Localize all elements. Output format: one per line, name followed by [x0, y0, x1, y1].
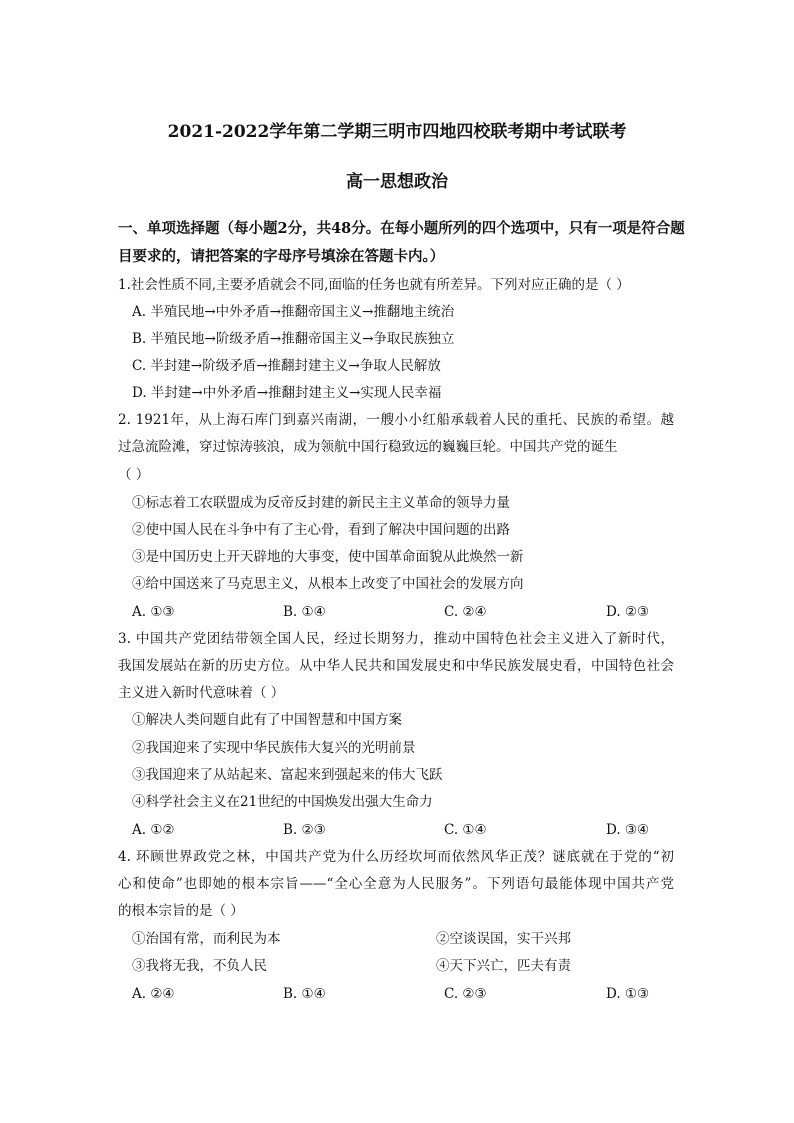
q3-choice-d: D. ③④ — [606, 822, 650, 838]
q4-choice-b: B. ①④ — [283, 986, 326, 1002]
q3-item-2: ②我国迎来了实现中华民族伟大复兴的光明前景 — [132, 740, 416, 756]
q4-item-1: ①治国有常，而利民为本 — [132, 931, 281, 947]
q2-item-3: ③是中国历史上开天辟地的大事变，使中国革命面貌从此焕然一新 — [132, 549, 524, 565]
q3-stem-line1: 3. 中国共产党团结带领全国人民，经过长期努力，推动中国特色社会主义进入了新时代， — [118, 631, 674, 647]
section-heading-line1: 一、单项选择题（每小题2分，共48分。在每小题所列的四个选项中，只有一项是符合题 — [118, 220, 685, 237]
q3-stem-line2: 我国发展站在新的历史方位。从中华人民共和国发展史和中华民族发展史看，中国特色社会 — [118, 658, 674, 674]
q1-option-b: B. 半殖民地→阶级矛盾→推翻帝国主义→争取民族独立 — [132, 331, 455, 347]
q1-option-d: D. 半封建→中外矛盾→推翻封建主义→实现人民幸福 — [132, 385, 442, 401]
q4-stem-line3: 的根本宗旨的是（ ） — [118, 903, 244, 919]
q3-choice-b: B. ②③ — [283, 822, 326, 838]
q4-item-2: ②空谈误国，实干兴邦 — [436, 931, 571, 947]
q1-stem: 1.社会性质不同,主要矛盾就会不同,面临的任务也就有所差异。下列对应正确的是（ ） — [118, 277, 630, 293]
q4-choice-d: D. ①③ — [606, 986, 650, 1002]
q1-option-a: A. 半殖民地→中外矛盾→推翻帝国主义→推翻地主统治 — [132, 304, 455, 320]
q4-choice-a: A. ②④ — [132, 986, 175, 1002]
exam-title: 2021-2022学年第二学期三明市四地四校联考期中考试联考 — [167, 122, 627, 142]
q3-item-4: ④科学社会主义在21世纪的中国焕发出强大生命力 — [132, 794, 433, 810]
q4-stem-line2: 心和使命”也即她的根本宗旨——“全心全意为人民服务”。下列语句最能体现中国共产党 — [118, 876, 674, 892]
q3-choice-c: C. ①④ — [444, 822, 487, 838]
q2-choice-a: A. ①③ — [132, 604, 175, 620]
q1-option-c: C. 半封建→阶级矛盾→推翻封建主义→争取人民解放 — [132, 358, 441, 374]
q4-item-4: ④天下兴亡，匹夫有责 — [436, 958, 571, 974]
q2-item-4: ④给中国送来了马克思主义，从根本上改变了中国社会的发展方向 — [132, 576, 524, 592]
q4-choice-c: C. ②③ — [444, 986, 487, 1002]
q2-choice-b: B. ①④ — [283, 604, 326, 620]
exam-subject: 高一思想政治 — [346, 172, 448, 192]
q2-item-2: ②使中国人民在斗争中有了主心骨，看到了解决中国问题的出路 — [132, 522, 510, 538]
q2-choice-d: D. ②③ — [606, 604, 650, 620]
q4-item-3: ③我将无我，不负人民 — [132, 958, 267, 974]
section-heading-line2: 目要求的，请把答案的字母序号填涂在答题卡内。） — [118, 248, 445, 265]
q2-item-1: ①标志着工农联盟成为反帝反封建的新民主主义革命的领导力量 — [132, 495, 510, 511]
q2-stem-line2: 过急流险滩，穿过惊涛骇浪，成为领航中国行稳致远的巍巍巨轮。中国共产党的诞生 — [118, 439, 618, 455]
q2-choice-c: C. ②④ — [444, 604, 487, 620]
q2-stem-line1: 2. 1921年，从上海石库门到嘉兴南湖，一艘小小红船承载着人民的重托、民族的希望。越 — [118, 412, 674, 428]
q4-stem-line1: 4. 环顾世界政党之林，中国共产党为什么历经坎坷而依然风华正茂？谜底就在于党的“初 — [118, 849, 674, 865]
q2-stem-line3: （ ） — [118, 467, 150, 483]
q3-item-3: ③我国迎来了从站起来、富起来到强起来的伟大飞跃 — [132, 767, 443, 783]
q3-item-1: ①解决人类问题自此有了中国智慧和中国方案 — [132, 712, 402, 728]
q3-choice-a: A. ①② — [132, 822, 175, 838]
q3-stem-line3: 主义进入新时代意味着（ ） — [118, 685, 285, 701]
